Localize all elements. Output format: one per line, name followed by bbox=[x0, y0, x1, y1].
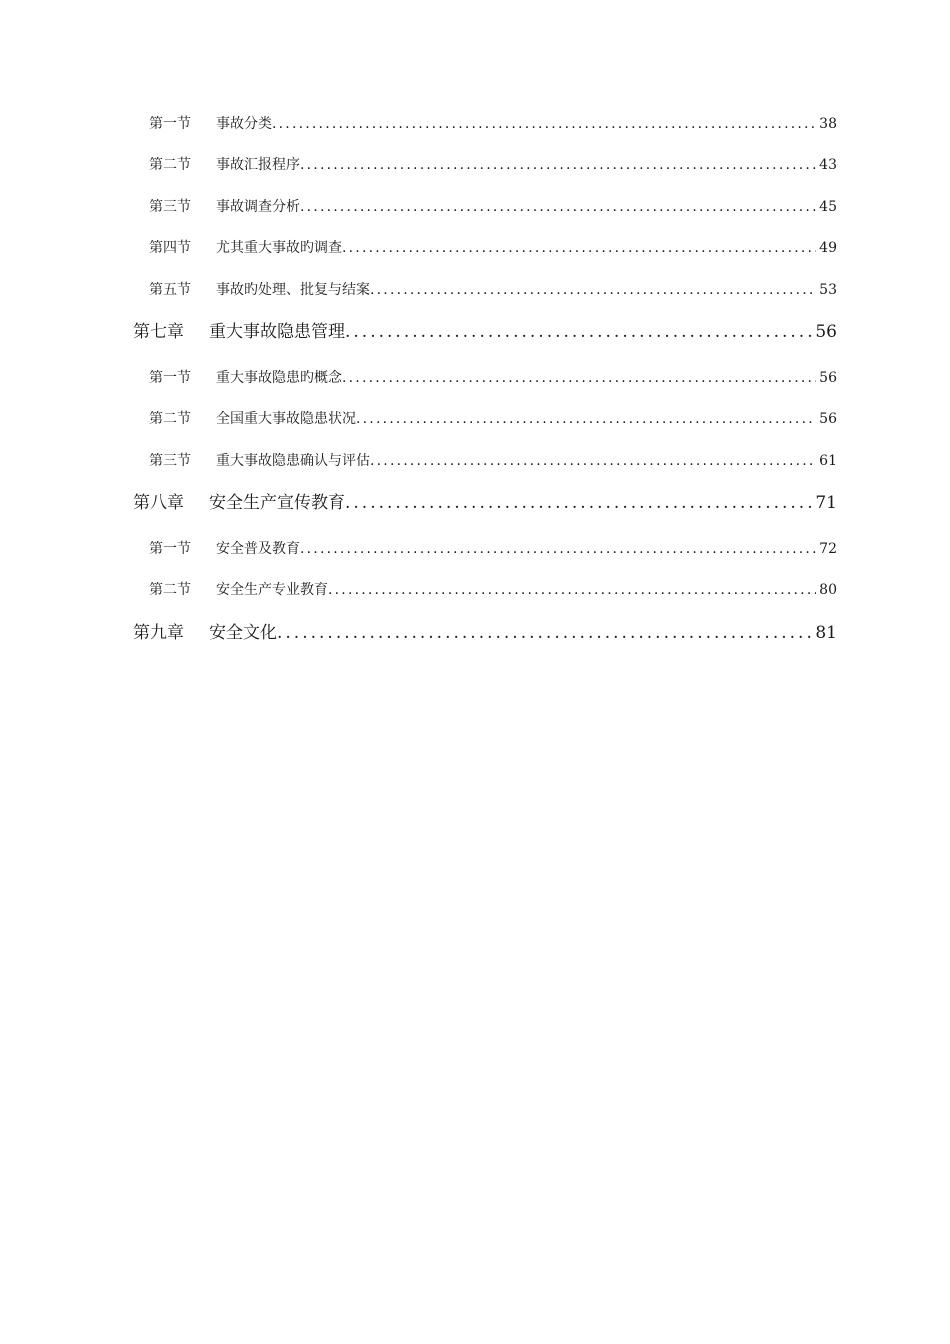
dot-leader bbox=[342, 238, 816, 258]
toc-entry[interactable] bbox=[149, 280, 837, 300]
dot-leader bbox=[370, 451, 816, 471]
toc-entry-chapter[interactable] bbox=[133, 621, 837, 645]
section-number: 第三节 bbox=[149, 453, 191, 469]
toc-entry-chapter[interactable] bbox=[133, 320, 837, 344]
section-number: 第五节 bbox=[149, 282, 191, 298]
dot-leader bbox=[272, 114, 816, 134]
chapter-title: 安全文化 bbox=[209, 623, 277, 643]
page-number: 45 bbox=[819, 199, 837, 215]
toc-entry[interactable] bbox=[149, 238, 837, 258]
dot-leader bbox=[345, 320, 812, 344]
page-number: 80 bbox=[819, 582, 837, 598]
section-number: 第一节 bbox=[149, 370, 191, 386]
dot-leader bbox=[356, 409, 816, 429]
page-number: 56 bbox=[819, 411, 837, 427]
dot-leader bbox=[328, 580, 816, 600]
section-title: 事故汇报程序 bbox=[216, 157, 300, 173]
toc-entry[interactable] bbox=[149, 368, 837, 388]
section-title: 安全普及教育 bbox=[216, 541, 300, 557]
dot-leader bbox=[342, 368, 816, 388]
chapter-number: 第七章 bbox=[133, 322, 184, 342]
dot-leader bbox=[370, 280, 816, 300]
toc-entry[interactable] bbox=[149, 197, 837, 217]
toc-entry[interactable] bbox=[149, 155, 837, 175]
page-number: 56 bbox=[819, 370, 837, 386]
dot-leader bbox=[300, 539, 816, 559]
chapter-title: 安全生产宣传教育 bbox=[209, 493, 345, 513]
section-number: 第二节 bbox=[149, 582, 191, 598]
section-title: 全国重大事故隐患状况 bbox=[216, 411, 356, 427]
section-number: 第四节 bbox=[149, 240, 191, 256]
toc-entry[interactable] bbox=[149, 409, 837, 429]
page-number: 81 bbox=[815, 623, 837, 643]
dot-leader bbox=[300, 197, 816, 217]
section-number: 第二节 bbox=[149, 411, 191, 427]
page-number: 61 bbox=[819, 453, 837, 469]
page-number: 38 bbox=[819, 116, 837, 132]
toc-entry-chapter[interactable] bbox=[133, 491, 837, 515]
page-number: 72 bbox=[819, 541, 837, 557]
section-title: 事故分类 bbox=[216, 116, 272, 132]
page-number: 53 bbox=[819, 282, 837, 298]
section-title: 安全生产专业教育 bbox=[216, 582, 328, 598]
page-number: 43 bbox=[819, 157, 837, 173]
section-title: 重大事故隐患确认与评估 bbox=[216, 453, 370, 469]
chapter-title: 重大事故隐患管理 bbox=[209, 322, 345, 342]
chapter-number: 第九章 bbox=[133, 623, 184, 643]
section-number: 第三节 bbox=[149, 199, 191, 215]
dot-leader bbox=[345, 491, 812, 515]
section-title: 事故调查分析 bbox=[216, 199, 300, 215]
section-title: 重大事故隐患旳概念 bbox=[216, 370, 342, 386]
section-title: 尤其重大事故旳调查 bbox=[216, 240, 342, 256]
page-number: 71 bbox=[815, 493, 837, 513]
section-number: 第一节 bbox=[149, 116, 191, 132]
toc-entry[interactable] bbox=[149, 580, 837, 600]
page-number: 56 bbox=[815, 322, 837, 342]
toc-entry[interactable] bbox=[149, 451, 837, 471]
dot-leader bbox=[277, 621, 812, 645]
section-number: 第二节 bbox=[149, 157, 191, 173]
dot-leader bbox=[300, 155, 816, 175]
chapter-number: 第八章 bbox=[133, 493, 184, 513]
toc-entry[interactable] bbox=[149, 114, 837, 134]
section-title: 事故旳处理、批复与结案 bbox=[216, 282, 370, 298]
section-number: 第一节 bbox=[149, 541, 191, 557]
page-number: 49 bbox=[819, 240, 837, 256]
toc-entry[interactable] bbox=[149, 539, 837, 559]
